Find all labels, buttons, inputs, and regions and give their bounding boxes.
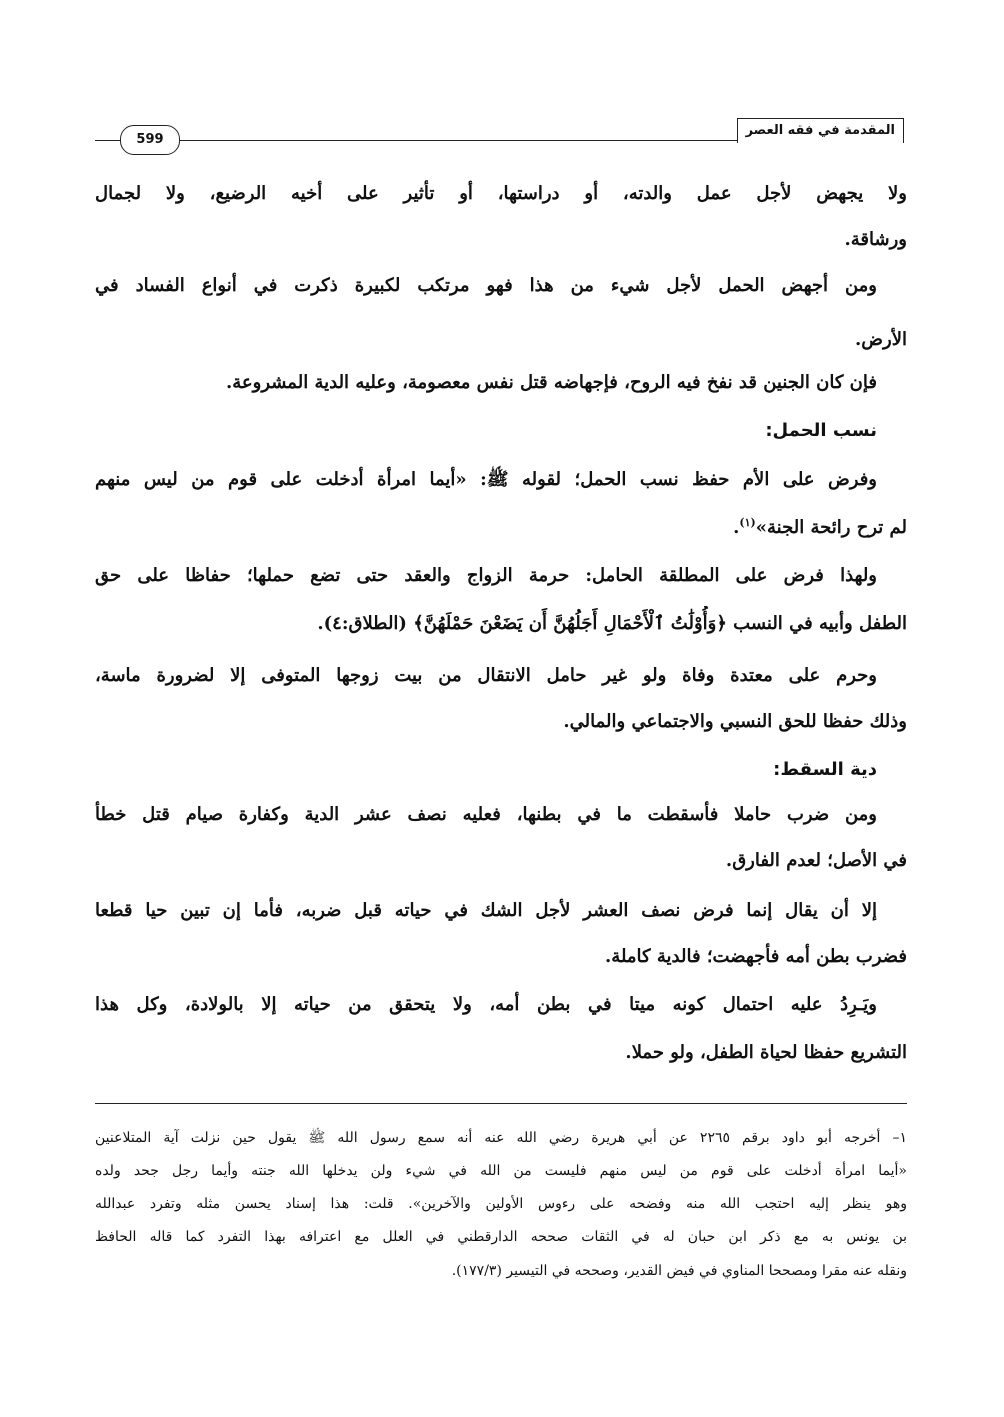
footnote-line: «أيما امرأة أدخلت على قوم من ليس منهم فليست من الله في شيء ولن يدخلها الله جنته وأيما رجل جحد ولده [95, 1163, 907, 1179]
text-line: ولهذا فرض على المطلقة الحامل: حرمة الزواج والعقد حتى تضع حملها؛ حفاظا على حق [95, 565, 877, 586]
text-line: الأرض. [855, 329, 907, 350]
page-number: 599 [120, 125, 180, 155]
footnote-separator [95, 1103, 907, 1104]
text-line: إلا أن يقال إنما فرض نصف العشر لأجل الشك في حياته قبل ضربه، فأما إن تبين حيا قطعا [95, 900, 877, 921]
text-line: ومن أجهض الحمل لأجل شيء من هذا فهو مرتكب لكبيرة ذكرت في أنواع الفساد في [95, 275, 877, 296]
text-line: ويَـرِدُ عليه احتمال كونه ميتا في بطن أمه، ولا يتحقق من حياته إلا بالولادة، وكل هذا [95, 994, 877, 1015]
text-line: الطفل وأبيه في النسب ﴿وَأُوْلَٰتُ ٱلْأَحْمَالِ أَجَلُهُنَّ أَن يَضَعْنَ حَمْلَهُنَّ﴾ (الطلاق:٤). [317, 613, 907, 634]
text-line: ولا يجهض لأجل عمل والدته، أو دراستها، أو تأثير على أخيه الرضيع، ولا لجمال [95, 183, 907, 204]
section-heading-lineage: نسب الحمل: [765, 420, 877, 441]
footnote-line: بن يونس به مع ذكر ابن حبان له في الثقات صححه الدارقطني في العلل مع اعترافه بهذا التفرد كما قاله الحافظ [95, 1229, 907, 1245]
text-line: ورشاقة. [844, 229, 907, 250]
text-line [95, 510, 907, 546]
running-header-title: المقدمة في فقه العصر [737, 118, 904, 143]
text-line: في الأصل؛ لعدم الفارق. [725, 850, 907, 871]
footnote-marker[interactable]: (١) [739, 516, 756, 529]
text-line: ومن ضرب حاملا فأسقطت ما في بطنها، فعليه نصف عشر الدية وكفارة صيام قتل خطأ [95, 804, 877, 825]
text-line: التشريع حفظا لحياة الطفل، ولو حملا. [625, 1042, 907, 1063]
footnote-line: ونقله عنه مقرا ومصححا المناوي في فيض القدير، وصححه في التيسير (١٧٧/٣). [451, 1263, 907, 1279]
section-heading-miscarriage-blood-money: دية السقط: [773, 759, 877, 780]
text-line: فإن كان الجنين قد نفخ فيه الروح، فإجهاضه قتل نفس معصومة، وعليه الدية المشروعة. [225, 372, 877, 393]
text-line: وفرض على الأم حفظ نسب الحمل؛ لقوله ﷺ: «أيما امرأة أدخلت على قوم من ليس منهم [95, 469, 877, 490]
footnote-line: ١– أخرجه أبو داود برقم ٢٢٦٥ عن أبي هريرة رضي الله عنه أنه سمع رسول الله ﷺ يقول حين نزلت آية المتلاعنين [95, 1130, 907, 1146]
footnote-line: وهو ينظر إليه احتجب الله منه وفضحه على رءوس الأولين والآخرين». قلت: هذا إسناد يحسن مثله وتفرد عبدالله [95, 1196, 907, 1212]
text-line: فضرب بطن أمه فأجهضت؛ فالدية كاملة. [605, 946, 907, 967]
text-line: وحرم على معتدة وفاة ولو غير حامل الانتقال من بيت زوجها المتوفى إلا لضرورة ماسة، [95, 665, 877, 686]
text-span: . [733, 517, 740, 538]
text-span: لم ترح رائحة الجنة» [755, 517, 907, 538]
text-line: وذلك حفظا للحق النسبي والاجتماعي والمالي. [563, 711, 907, 732]
